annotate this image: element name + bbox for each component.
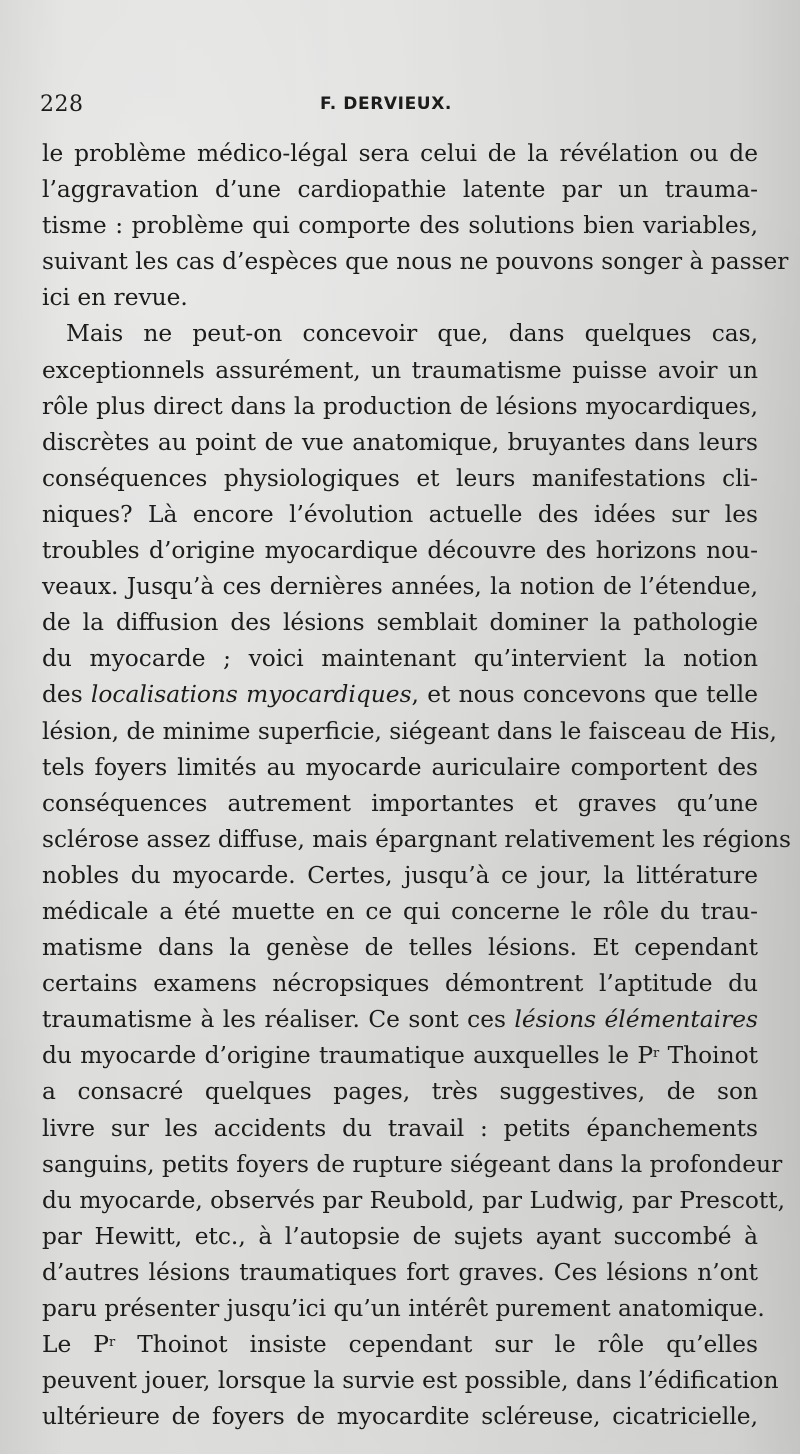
text-line: par Hewitt, etc., à l’autopsie de sujets ayant succombé à bbox=[42, 1222, 758, 1250]
text-line: du myocarde ; voici maintenant qu’intervient la notion bbox=[42, 645, 758, 673]
text-run: traumatisme à les réaliser. Ce sont ces bbox=[42, 1006, 515, 1034]
running-head bbox=[40, 92, 760, 122]
text-line: tisme : problème qui comporte des solutions bien variables, bbox=[42, 212, 758, 240]
text-line: de la diffusion des lésions semblait dominer la pathologie bbox=[42, 609, 758, 637]
text-line: d’autres lésions traumatiques fort graves. Ces lésions n’ont bbox=[42, 1258, 758, 1286]
text-run: du myocarde d’origine traumatique auxquelles le P bbox=[42, 1042, 654, 1070]
text-line: le problème médico-légal sera celui de la révélation ou de bbox=[42, 140, 758, 167]
text-line: troubles d’origine myocardique découvre des horizons nou- bbox=[42, 537, 758, 565]
text-line: discrètes au point de vue anatomique, bruyantes dans leurs bbox=[42, 428, 758, 456]
paragraph-end-line: ici en revue. bbox=[42, 284, 188, 312]
text-line: du myocarde, observés par Reubold, par Ludwig, par Prescott, bbox=[42, 1186, 786, 1214]
text-line: paru présenter jusqu’ici qu’un intérêt purement anatomique. bbox=[42, 1295, 765, 1322]
text-line bbox=[42, 1038, 758, 1074]
text-line: rôle plus direct dans la production de lésions myocardiques, bbox=[42, 392, 758, 420]
running-title: F. DERVIEUX. bbox=[320, 94, 452, 114]
text-line: sanguins, petits foyers de rupture siégeant dans la profondeur bbox=[42, 1150, 783, 1178]
italic-term: localisations myocardiques bbox=[90, 681, 412, 709]
text-run: des bbox=[42, 681, 91, 709]
page-number: 228 bbox=[40, 92, 84, 117]
text-line bbox=[42, 677, 758, 713]
text-line: niques? Là encore l’évolution actuelle des idées sur les bbox=[42, 500, 758, 528]
text-line: exceptionnels assurément, un traumatisme puisse avoir un bbox=[42, 356, 758, 384]
text-line: tels foyers limités au myocarde auriculaire comportent des bbox=[42, 753, 758, 781]
text-run: Thoinot bbox=[659, 1042, 758, 1070]
body-text bbox=[42, 136, 791, 1435]
text-run: , et nous concevons que telle bbox=[411, 681, 758, 709]
text-run: Thoinot insiste cependant sur le rôle qu’elles bbox=[115, 1331, 758, 1359]
text-line: peuvent jouer, lorsque la survie est possible, dans l’édification bbox=[42, 1367, 779, 1395]
superscript: r bbox=[653, 1046, 660, 1062]
text-line: livre sur les accidents du travail : petits épanchements bbox=[42, 1114, 758, 1142]
text-line bbox=[42, 1327, 758, 1363]
text-line: veaux. Jusqu’à ces dernières années, la notion de l’étendue, bbox=[42, 573, 758, 601]
text-line: a consacré quelques pages, très suggestives, de son bbox=[42, 1078, 758, 1106]
text-line: certains examens nécropsiques démontrent l’aptitude du bbox=[42, 970, 758, 998]
text-line: l’aggravation d’une cardiopathie latente par un trauma- bbox=[42, 176, 758, 204]
text-line bbox=[42, 1002, 758, 1038]
text-line: conséquences physiologiques et leurs manifestations cli- bbox=[42, 464, 758, 492]
text-line: conséquences autrement importantes et graves qu’une bbox=[42, 789, 758, 817]
text-line: lésion, de minime superficie, siégeant dans le faisceau de His, bbox=[42, 717, 777, 745]
text-line: nobles du myocarde. Certes, jusqu’à ce jour, la littérature bbox=[42, 861, 758, 889]
paragraph-start-line: Mais ne peut-on concevoir que, dans quelques cas, bbox=[66, 320, 758, 348]
text-line: sclérose assez diffuse, mais épargnant relativement les régions bbox=[42, 825, 791, 853]
superscript: r bbox=[108, 1335, 116, 1351]
text-line: ultérieure de foyers de myocardite scléreuse, cicatricielle, bbox=[42, 1403, 758, 1431]
italic-term: lésions élémentaires bbox=[514, 1006, 758, 1034]
text-line: matisme dans la genèse de telles lésions. Et cependant bbox=[42, 934, 758, 962]
text-run: Le P bbox=[42, 1331, 109, 1359]
text-line: suivant les cas d’espèces que nous ne pouvons songer à passer bbox=[42, 248, 789, 276]
text-line: médicale a été muette en ce qui concerne le rôle du trau- bbox=[42, 897, 758, 925]
